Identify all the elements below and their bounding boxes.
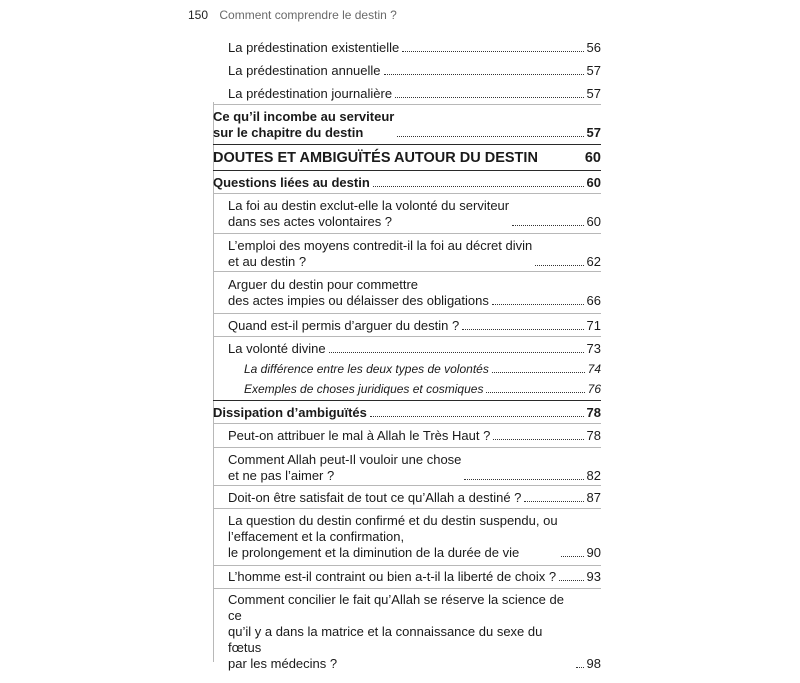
divider xyxy=(213,447,601,448)
toc-entry-page: 93 xyxy=(586,569,601,584)
dot-leader xyxy=(402,50,583,52)
toc-entry-title: La prédestination existentielle xyxy=(228,40,400,55)
toc-entry-page: 73 xyxy=(586,341,601,356)
toc-entry-title: Quand est-il permis d’arguer du destin ? xyxy=(228,318,460,333)
dot-leader xyxy=(535,264,583,266)
dot-leader xyxy=(462,328,583,330)
divider xyxy=(213,170,601,171)
running-title: Comment comprendre le destin ? xyxy=(219,8,397,22)
chapter-title: DOUTES ET AMBIGUÏTÉS AUTOUR DU DESTIN xyxy=(213,150,538,166)
toc-entry-title: Doit-on être satisfait de tout ce qu’Allah a destiné ? xyxy=(228,490,522,505)
dot-leader xyxy=(464,478,583,480)
divider xyxy=(213,508,601,509)
divider xyxy=(213,485,601,486)
toc-entry-page: 76 xyxy=(587,382,601,396)
dot-leader xyxy=(524,500,583,502)
toc-entry-page: 66 xyxy=(586,293,601,308)
toc-entry-title: L’homme est-il contraint ou bien a-t-il la liberté de choix ? xyxy=(228,569,557,584)
toc-entry-page: 60 xyxy=(586,214,601,229)
toc-entry-title: L’emploi des moyens contredit-il la foi au décret divin et au destin ? xyxy=(228,238,533,269)
dot-leader xyxy=(395,96,583,98)
toc-entry xyxy=(228,40,601,56)
dot-leader xyxy=(492,371,585,373)
dot-leader xyxy=(492,303,584,305)
toc-entry-title: Exemples de choses juridiques et cosmiques xyxy=(244,382,484,396)
dot-leader xyxy=(486,391,584,393)
toc-entry xyxy=(228,63,601,79)
dot-leader xyxy=(397,135,583,137)
toc-entry xyxy=(228,428,601,444)
toc-entry-title: La question du destin confirmé et du destin suspendu, ou l’effacement et la confirmation, le prolongement et la diminution de la durée de vie xyxy=(228,513,558,560)
divider xyxy=(213,271,601,272)
toc-entry-title: La prédestination journalière xyxy=(228,86,393,101)
toc-entry-page: 90 xyxy=(586,545,601,560)
chapter-page: 60 xyxy=(584,150,601,166)
toc-entry-page: 74 xyxy=(587,362,601,376)
divider xyxy=(213,336,601,337)
toc-entry xyxy=(228,341,601,357)
dot-leader xyxy=(329,351,584,353)
toc-entry-page: 57 xyxy=(586,86,601,101)
toc-entry-title: La volonté divine xyxy=(228,341,326,356)
toc-entry-title: La foi au destin exclut-elle la volonté du serviteur dans ses actes volontaires ? xyxy=(228,198,510,229)
toc-entry-title: La différence entre les deux types de volontés xyxy=(244,362,489,376)
dot-leader xyxy=(384,73,584,75)
toc-entry-page: 82 xyxy=(586,468,601,483)
toc-entry-title: Dissipation d’ambiguïtés xyxy=(213,405,367,420)
toc-entry xyxy=(228,592,601,672)
toc-entry xyxy=(213,109,601,141)
toc-entry xyxy=(228,569,601,585)
toc-entry xyxy=(228,198,601,230)
divider xyxy=(213,313,601,314)
toc-entry xyxy=(228,513,601,561)
toc-entry-title: Questions liées au destin xyxy=(213,175,370,190)
toc-entry-page: 56 xyxy=(586,40,601,55)
dot-leader xyxy=(493,438,583,440)
toc-entry-title: Comment concilier le fait qu’Allah se réserve la science de ce qu’il y a dans la matrice et la connaissance du sexe du fœtus par les médecins ? xyxy=(228,592,564,671)
toc-entry xyxy=(228,318,601,334)
toc-entry-page: 78 xyxy=(586,405,601,420)
dot-leader xyxy=(576,666,584,668)
toc-entry-page: 60 xyxy=(586,175,601,190)
dot-leader xyxy=(559,579,583,581)
toc-entry xyxy=(213,405,601,421)
page-number: 150 xyxy=(188,8,209,22)
toc-entry xyxy=(244,381,601,397)
toc-entry-page: 87 xyxy=(586,490,601,505)
dot-leader xyxy=(373,185,584,187)
toc-entry xyxy=(244,361,601,377)
toc-entry xyxy=(228,238,601,270)
toc-entry-title: Ce qu’il incombe au serviteur sur le chapitre du destin xyxy=(213,109,395,140)
divider xyxy=(213,400,601,401)
divider xyxy=(213,104,601,105)
toc-entry-page: 57 xyxy=(586,63,601,78)
divider xyxy=(213,588,601,589)
toc-entry xyxy=(228,452,601,484)
toc-entry xyxy=(228,490,601,506)
toc-entry xyxy=(228,277,601,309)
chapter-entry xyxy=(213,150,601,166)
toc-entry-title: Arguer du destin pour commettre des actes impies ou délaisser des obligations xyxy=(228,277,489,308)
toc-entry-page: 57 xyxy=(586,125,601,140)
toc-entry-page: 71 xyxy=(586,318,601,333)
toc-entry-page: 98 xyxy=(586,656,601,671)
dot-leader xyxy=(370,415,584,417)
divider xyxy=(213,233,601,234)
divider xyxy=(213,144,601,145)
divider xyxy=(213,193,601,194)
toc-entry xyxy=(228,86,601,102)
toc-entry-page: 62 xyxy=(586,254,601,269)
dot-leader xyxy=(512,224,583,226)
dot-leader xyxy=(561,555,584,557)
toc-entry-title: Peut-on attribuer le mal à Allah le Très Haut ? xyxy=(228,428,491,443)
divider xyxy=(213,423,601,424)
toc-entry-page: 78 xyxy=(586,428,601,443)
toc-entry-title: La prédestination annuelle xyxy=(228,63,381,78)
divider xyxy=(213,565,601,566)
toc-entry-title: Comment Allah peut-Il vouloir une chose et ne pas l’aimer ? xyxy=(228,452,462,483)
toc-entry xyxy=(213,175,601,191)
